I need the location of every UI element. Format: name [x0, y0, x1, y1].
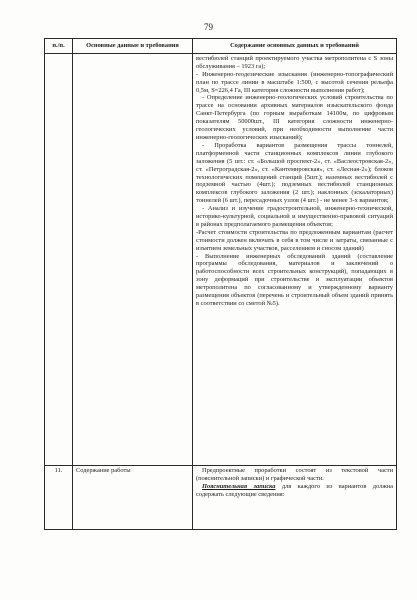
page-number: 79: [204, 22, 213, 32]
content-paragraph: - Инженерно-геодезические изыскания (инженерно-топографический план по трассе линии в масштабе 1:500, с высотой сечения рельефа 0,5м, S=226,4 Га, III категория сложности выполнения работ);: [196, 70, 393, 94]
paragraph-text: для каждого из вариантов должна содержать следующие сведения:: [196, 482, 393, 498]
row-basic-cell: [73, 53, 193, 465]
row-basic-cell: Содержание работы: [73, 465, 193, 529]
emphasis-text: Пояснительная записка: [202, 482, 276, 490]
content-paragraph: - Определение инженерно-геологических условий строительства по трассе на основании архивных материалов изыскательского фонда Санкт-Петербурга (по горным выработкам 14100м, по цифровым показателям 50000шт., III категория сложности инженерно-геологических условий, при необходимости выполнение части инженерно-геологических изысканий);: [196, 94, 393, 141]
content-paragraph: - Анализ и изучение градостроительной, инженерно-технической, историко-культурной, социальной и имущественно-правовой ситуаций в районах предполагаемого размещения объектов;: [196, 205, 393, 228]
table-row: [45, 465, 397, 529]
content-paragraph: - Проработка вариантов размещения трассы тоннелей, платформенной части станционных комплексов линии глубокого заложения (5 шт.: ст. «Большой проспект-2», ст. «Васлеостровская-2», ст. «Петроградская-2», ст. «Кантемировская», ст. «Лесная-2»); блоков технологических помещений станций (5шт.); наземных вестибюлей с подземной частью (4шт.); подземных вестибюлей станционных комплексов глубокого заложения (2 шт.); наклонных (эскалаторных) тоннелей (6 шт.), пересадочных узлов (4 шт.) - не менее 3-х вариантов;: [196, 141, 393, 205]
content-paragraph: - Выполнение инженерных обследований зданий (составление программы обследования, материалов и заключений о работоспособности всех строительных конструкций), попадающих в зону деформаций при строительстве и эксплуатации объектов метрополитена по согласованному и утвержденному варианту размещения объектов (перечень и строительный объем зданий принять в соответствии со сметой №5).: [196, 252, 393, 307]
row-content-cell: [193, 53, 397, 465]
header-number: п./п.: [45, 39, 73, 54]
row-number-cell: 11.: [45, 465, 73, 529]
row-content-cell: [193, 465, 397, 529]
row-number-cell: [45, 53, 73, 465]
header-content: Содержание основных данных и требований: [193, 39, 397, 54]
header-basic-data: Основные данные и требования: [73, 39, 193, 54]
content-paragraph: -Расчет стоимости строительства по предложенным вариантам (расчет стоимости должен включать в себя в том числе и затраты, связанные с изъятием земельных участков, расселением и сносом зданий): [196, 228, 393, 252]
table-row: [45, 53, 397, 465]
requirements-table: [44, 38, 397, 530]
content-paragraph: Предпроектные проработки состоят из текстовой части (пояснительной записки) и графической части.: [196, 466, 393, 482]
content-paragraph: [196, 483, 393, 499]
content-paragraph: вестибюлей станций проектируемого участка метрополитена с S зоны обслуживания – 1923 га);: [196, 54, 393, 70]
table-header-row: [45, 39, 397, 54]
